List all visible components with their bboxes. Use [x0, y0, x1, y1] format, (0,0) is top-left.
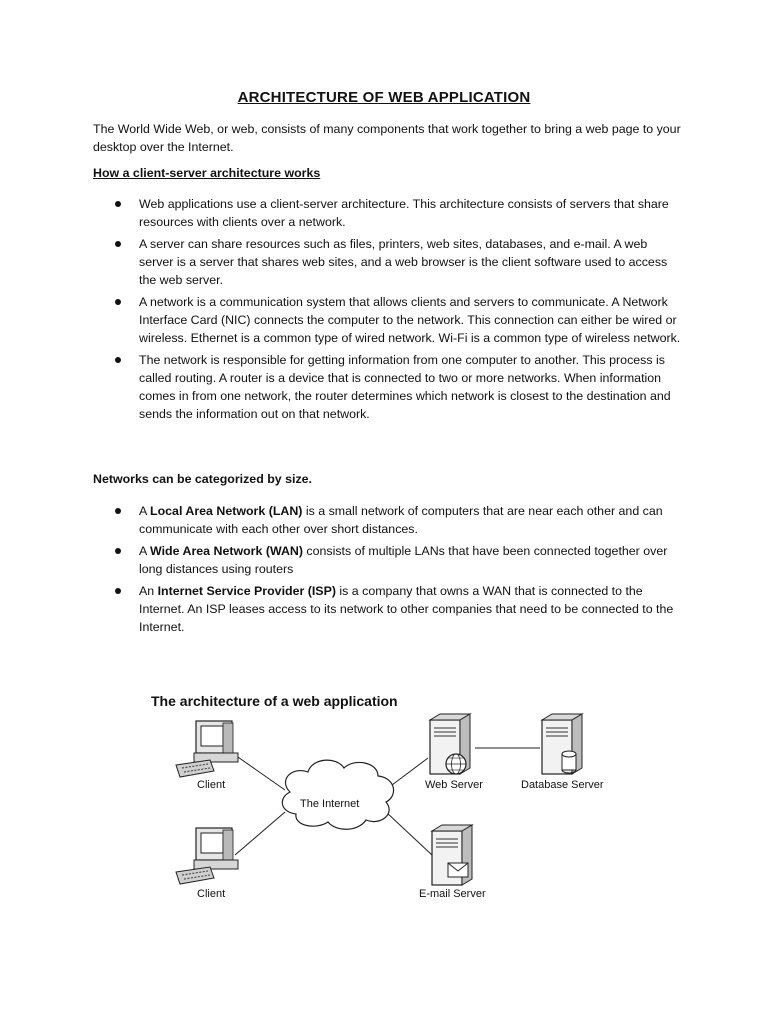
term-isp: Internet Service Provider (ISP) — [157, 584, 336, 598]
diagram-title: The architecture of a web application — [151, 693, 398, 709]
list-item-text: The network is responsible for getting information from one computer to another. This process is called routing. A router is a device that is connected to two or more networks. When information comes in from one network, the router determines which network is closest to the destination and sends the information out on that network. — [139, 353, 671, 421]
link-client-top-internet — [235, 755, 285, 790]
list-item — [93, 542, 683, 578]
bullet-icon — [115, 508, 121, 514]
list-item-text: A server can share resources such as files, printers, web sites, databases, and e-mail. A web server is a server that shares web sites, and a web browser is the client software used to access the web server. — [139, 237, 668, 287]
list-item — [93, 195, 683, 231]
link-internet-emailserver — [386, 812, 432, 855]
database-server-icon — [542, 714, 582, 774]
client-bottom-label: Client — [197, 888, 226, 900]
web-server-label: Web Server — [425, 779, 483, 791]
bullet-icon — [115, 241, 121, 247]
section-heading-network-size: Networks can be categorized by size. — [93, 472, 312, 486]
client-server-list — [93, 195, 683, 427]
list-item — [93, 293, 683, 347]
client-top-label: Client — [197, 779, 226, 791]
list-item-prefix: An — [139, 584, 158, 598]
network-size-list — [93, 502, 683, 640]
page-title: ARCHITECTURE OF WEB APPLICATION — [237, 89, 531, 106]
list-item-text: A network is a communication system that allows clients and servers to communicate. A Network Interface Card (NIC) connects the computer to the network. This connection can either be wired or wireless. Ethernet is a common type of wired network. Wi-Fi is a common type of wireless network. — [139, 295, 681, 345]
link-client-bottom-internet — [235, 812, 285, 855]
computer-icon — [176, 721, 238, 777]
term-lan: Local Area Network (LAN) — [150, 504, 303, 518]
list-item — [93, 502, 683, 538]
computer-icon — [176, 828, 238, 884]
email-server-label: E-mail Server — [419, 888, 486, 900]
web-server-icon — [430, 714, 470, 774]
link-internet-webserver — [388, 758, 428, 788]
term-wan: Wide Area Network (WAN) — [150, 544, 303, 558]
bullet-icon — [115, 588, 121, 594]
internet-label: The Internet — [300, 798, 360, 810]
intro-paragraph: The World Wide Web, or web, consists of many components that work together to bring a web page to your desktop over the Internet. — [93, 122, 681, 154]
list-item — [93, 235, 683, 289]
list-item-text: is a company that owns a WAN that is connected to the Internet. An ISP leases access to its network to other companies that need to be connected to the Internet. — [139, 584, 674, 634]
list-item-text: is a small network of computers that are near each other and can communicate with each other over short distances. — [139, 504, 663, 536]
bullet-icon — [115, 299, 121, 305]
list-item — [93, 582, 683, 636]
list-item — [93, 351, 683, 423]
database-server-label: Database Server — [521, 779, 604, 791]
bullet-icon — [115, 548, 121, 554]
bullet-icon — [115, 201, 121, 207]
internet-cloud-icon — [282, 760, 393, 829]
list-item-prefix: A — [139, 544, 151, 558]
list-item-text: consists of multiple LANs that have been connected together over long distances using routers — [139, 544, 668, 576]
section-heading-client-server: How a client-server architecture works — [93, 166, 321, 180]
list-item-text: Web applications use a client-server architecture. This architecture consists of servers that share resources with clients over a network. — [139, 197, 669, 229]
email-server-icon — [432, 825, 472, 885]
bullet-icon — [115, 357, 121, 363]
web-architecture-diagram — [140, 680, 640, 910]
list-item-prefix: A — [139, 504, 151, 518]
